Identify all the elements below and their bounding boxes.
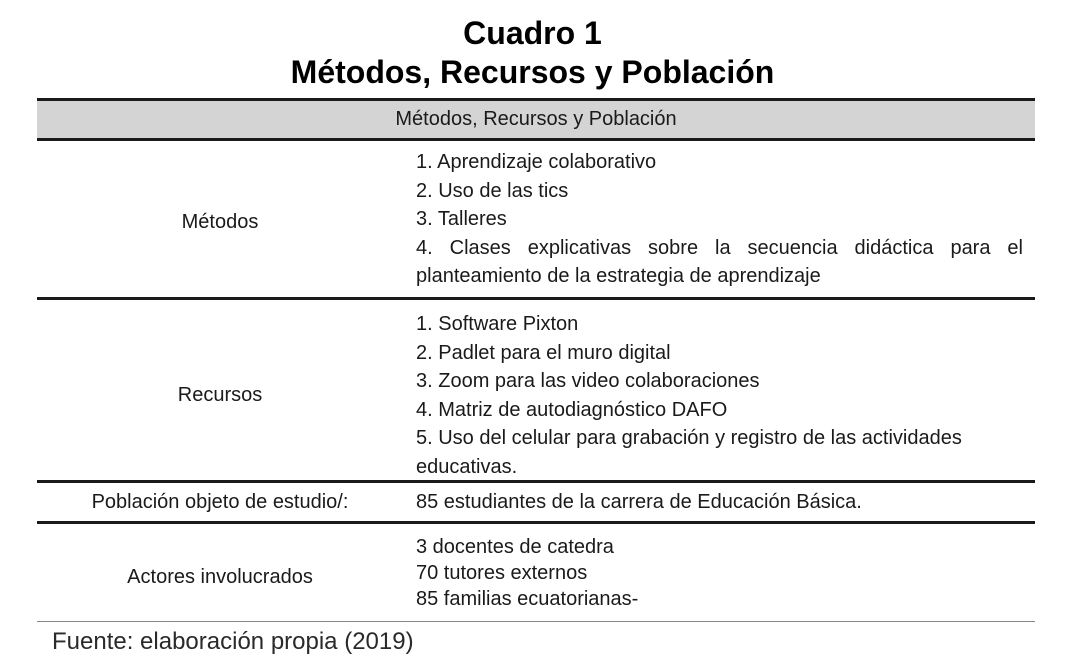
row-values bbox=[403, 488, 1035, 516]
table-row-recursos bbox=[37, 300, 1035, 483]
caption-number: Cuadro 1 bbox=[463, 15, 602, 51]
table-row-actores bbox=[37, 524, 1035, 622]
row-label: Población objeto de estudio/: bbox=[91, 490, 349, 513]
list-item: 4. Matriz de autodiagnóstico DAFO bbox=[416, 398, 728, 421]
list-item: 1. Aprendizaje colaborativo bbox=[416, 151, 657, 173]
list-item: 3. Zoom para las video colaboraciones bbox=[416, 370, 760, 393]
table-row-metodos bbox=[37, 141, 1035, 300]
source-note: Fuente: elaboración propia (2019) bbox=[52, 628, 414, 655]
list-item: 2. Padlet para el muro digital bbox=[416, 341, 671, 364]
list-item: 2. Uso de las tics bbox=[416, 179, 569, 202]
table-caption bbox=[0, 14, 1065, 92]
row-label: Actores involucrados bbox=[127, 566, 313, 588]
list-item: 70 tutores externos bbox=[416, 562, 588, 584]
row-values bbox=[403, 534, 1035, 621]
list-item: 85 familias ecuatorianas- bbox=[416, 588, 639, 610]
list-item: 1. Software Pixton bbox=[416, 313, 579, 335]
row-label: Métodos bbox=[181, 211, 259, 233]
caption-title: Métodos, Recursos y Población bbox=[290, 54, 775, 90]
methods-table bbox=[37, 98, 1035, 622]
row-values bbox=[403, 148, 1035, 297]
row-label: Recursos bbox=[177, 383, 263, 406]
list-item: 3 docentes de catedra bbox=[416, 536, 614, 558]
table-header: Métodos, Recursos y Población bbox=[37, 98, 1035, 141]
row-values bbox=[403, 310, 1035, 480]
list-item: 5. Uso del celular para grabación y registro de las actividades educativas. bbox=[416, 427, 962, 478]
list-item: 4. Clases explicativas sobre la secuencia didáctica para el planteamiento de la estrategia de aprendizaje bbox=[416, 236, 1023, 287]
list-item: 3. Talleres bbox=[416, 208, 507, 230]
table-row-poblacion bbox=[37, 483, 1035, 524]
list-item: 85 estudiantes de la carrera de Educación Básica. bbox=[416, 491, 862, 513]
